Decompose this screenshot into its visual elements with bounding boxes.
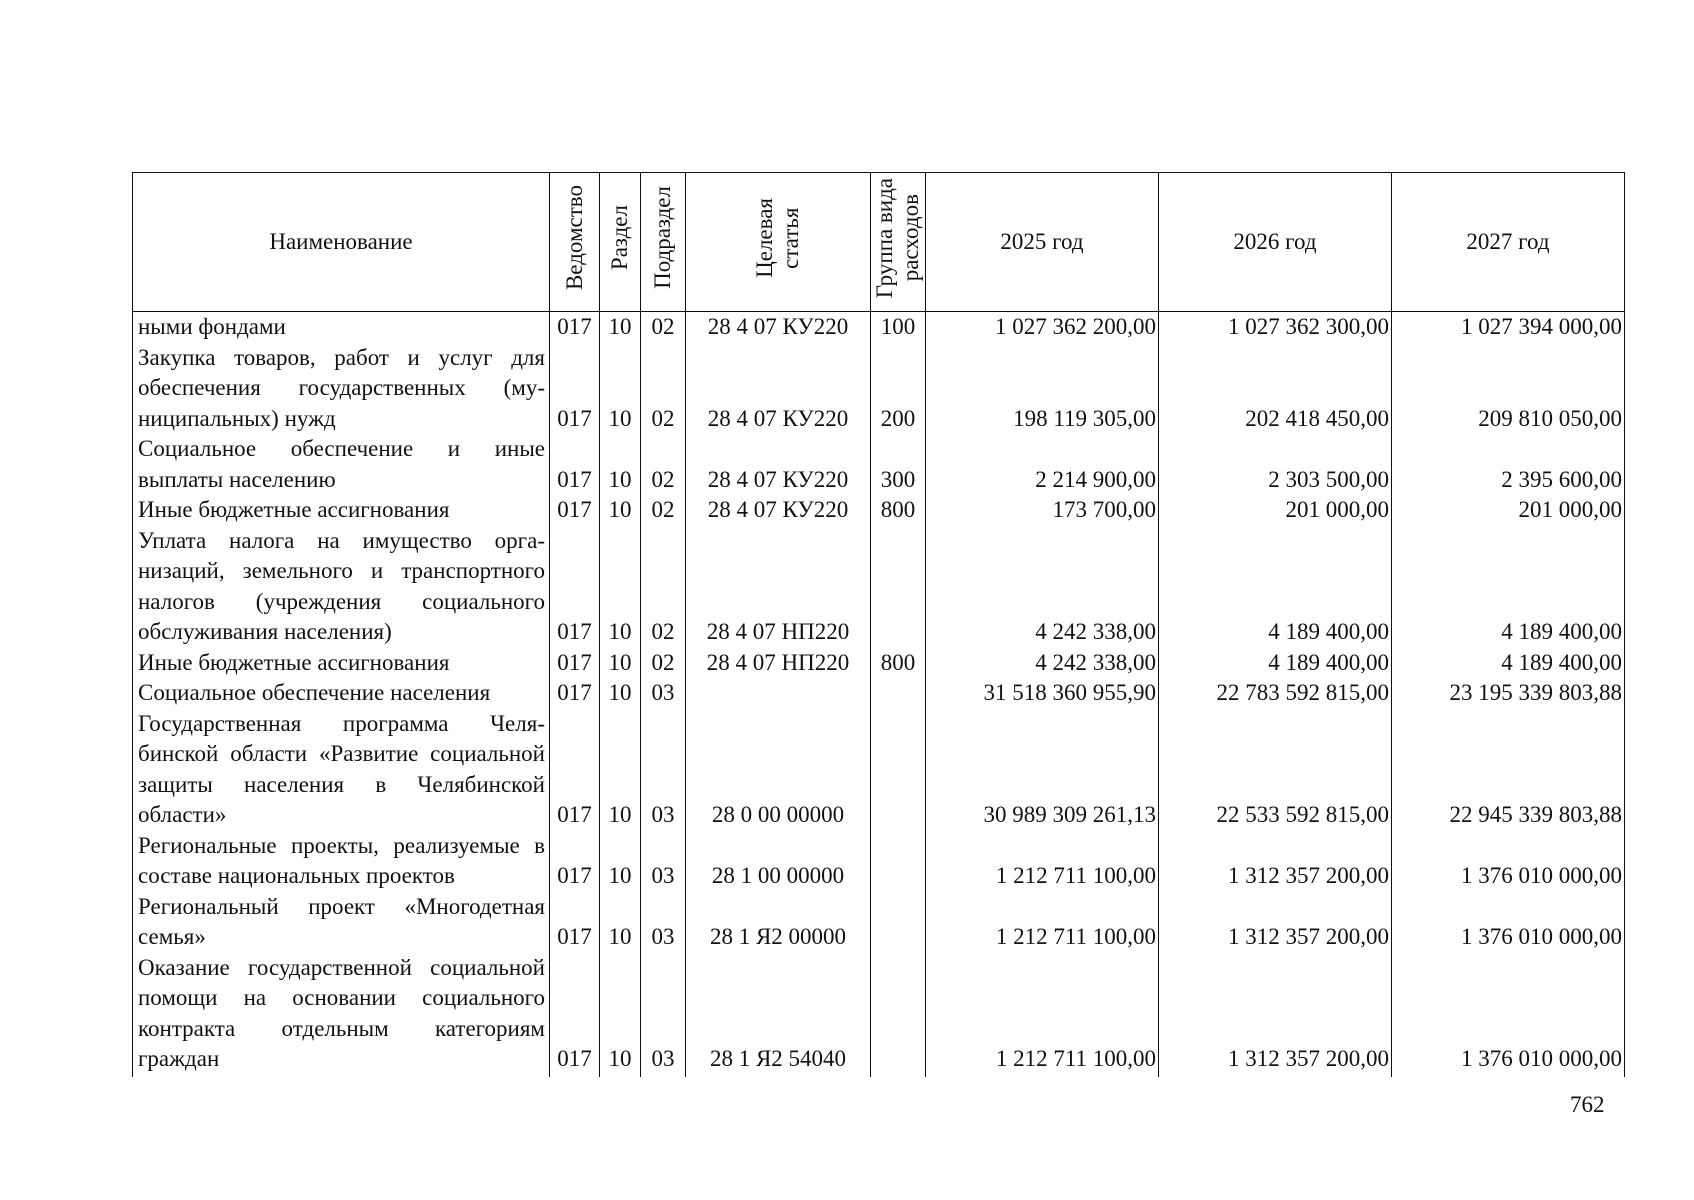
- row-year-2027-cell: 1 376 010 000,00: [1392, 892, 1625, 953]
- header-year-2025: 2025 год: [926, 173, 1159, 312]
- row-name-cell: Уплата налога на имущество организаций, земельного и транспортного налогов (учреждения социального обслуживания населения): [133, 526, 550, 648]
- row-year-2027-cell: 4 189 400,00: [1392, 648, 1625, 679]
- row-vedomstvo-cell: 017: [550, 312, 600, 343]
- row-celevaya-statya-cell: 28 1 Я2 54040: [686, 953, 871, 1077]
- row-razdel-cell: 10: [600, 892, 641, 953]
- row-year-2025-cell: 1 212 711 100,00: [926, 953, 1159, 1077]
- header-vedomstvo: Ведомство: [550, 173, 600, 312]
- budget-table: [132, 172, 1625, 1077]
- row-year-2025-cell: 1 027 362 200,00: [926, 312, 1159, 343]
- row-celevaya-statya-cell: 28 0 00 00000: [686, 709, 871, 831]
- table-row: [133, 678, 1625, 709]
- row-vedomstvo-cell: 017: [550, 343, 600, 435]
- row-vedomstvo-cell: 017: [550, 678, 600, 709]
- header-year-2027: 2027 год: [1392, 173, 1625, 312]
- row-celevaya-statya-cell: 28 1 Я2 00000: [686, 892, 871, 953]
- row-celevaya-statya-cell: 28 4 07 НП220: [686, 526, 871, 648]
- row-gruppa-vida-cell: [871, 953, 926, 1077]
- row-year-2027-cell: 2 395 600,00: [1392, 434, 1625, 495]
- row-podrazdel-cell: 03: [641, 678, 686, 709]
- row-year-2025-cell: 30 989 309 261,13: [926, 709, 1159, 831]
- row-razdel-cell: 10: [600, 526, 641, 648]
- table-row: [133, 709, 1625, 831]
- row-celevaya-statya-cell: 28 1 00 00000: [686, 831, 871, 892]
- table-body: [133, 312, 1625, 1077]
- row-year-2026-cell: 202 418 450,00: [1159, 343, 1392, 435]
- row-year-2025-cell: 4 242 338,00: [926, 648, 1159, 679]
- row-podrazdel-cell: 02: [641, 434, 686, 495]
- row-podrazdel-cell: 02: [641, 526, 686, 648]
- row-vedomstvo-cell: 017: [550, 892, 600, 953]
- row-year-2026-cell: 22 533 592 815,00: [1159, 709, 1392, 831]
- row-year-2027-cell: 209 810 050,00: [1392, 343, 1625, 435]
- row-gruppa-vida-cell: 300: [871, 434, 926, 495]
- header-gruppa-vida-rashodov: Группа вида расходов: [871, 173, 926, 312]
- row-year-2025-cell: 4 242 338,00: [926, 526, 1159, 648]
- row-razdel-cell: 10: [600, 678, 641, 709]
- table-row: [133, 434, 1625, 495]
- row-vedomstvo-cell: 017: [550, 709, 600, 831]
- row-name-cell: Закупка товаров, работ и услуг для обеспечения государственных (муниципальных) нужд: [133, 343, 550, 435]
- row-podrazdel-cell: 03: [641, 892, 686, 953]
- row-year-2025-cell: 2 214 900,00: [926, 434, 1159, 495]
- row-razdel-cell: 10: [600, 343, 641, 435]
- row-name-cell: Государственная программа Челябинской области «Развитие социальной защиты населения в Челябинской области»: [133, 709, 550, 831]
- row-year-2025-cell: 198 119 305,00: [926, 343, 1159, 435]
- row-year-2026-cell: 1 312 357 200,00: [1159, 892, 1392, 953]
- row-name-cell: Региональные проекты, реализуемые в составе национальных проектов: [133, 831, 550, 892]
- row-year-2027-cell: 201 000,00: [1392, 495, 1625, 526]
- row-razdel-cell: 10: [600, 831, 641, 892]
- row-year-2027-cell: 22 945 339 803,88: [1392, 709, 1625, 831]
- row-year-2026-cell: 4 189 400,00: [1159, 526, 1392, 648]
- row-year-2026-cell: 22 783 592 815,00: [1159, 678, 1392, 709]
- row-gruppa-vida-cell: 100: [871, 312, 926, 343]
- row-gruppa-vida-cell: [871, 892, 926, 953]
- header-podrazdel: Подраздел: [641, 173, 686, 312]
- row-year-2026-cell: 2 303 500,00: [1159, 434, 1392, 495]
- row-year-2025-cell: 1 212 711 100,00: [926, 831, 1159, 892]
- row-gruppa-vida-cell: [871, 678, 926, 709]
- row-gruppa-vida-cell: [871, 831, 926, 892]
- row-razdel-cell: 10: [600, 648, 641, 679]
- table-row: [133, 495, 1625, 526]
- row-razdel-cell: 10: [600, 312, 641, 343]
- row-name-cell: Иные бюджетные ассигнования: [133, 495, 550, 526]
- row-year-2026-cell: 201 000,00: [1159, 495, 1392, 526]
- row-name-cell: Оказание государственной социальной помощи на основании социального контракта отдельным категориям граждан: [133, 953, 550, 1077]
- row-vedomstvo-cell: 017: [550, 495, 600, 526]
- row-razdel-cell: 10: [600, 434, 641, 495]
- row-year-2027-cell: 1 027 394 000,00: [1392, 312, 1625, 343]
- table-row: [133, 648, 1625, 679]
- row-name-cell: Социальное обеспечение и иные выплаты населению: [133, 434, 550, 495]
- page-number: 762: [1570, 1092, 1605, 1117]
- row-gruppa-vida-cell: 200: [871, 343, 926, 435]
- row-vedomstvo-cell: 017: [550, 831, 600, 892]
- row-celevaya-statya-cell: 28 4 07 КУ220: [686, 312, 871, 343]
- row-razdel-cell: 10: [600, 953, 641, 1077]
- row-podrazdel-cell: 03: [641, 953, 686, 1077]
- row-year-2027-cell: 1 376 010 000,00: [1392, 953, 1625, 1077]
- row-year-2025-cell: 1 212 711 100,00: [926, 892, 1159, 953]
- table-header-row: [133, 173, 1625, 312]
- row-name-cell: Региональный проект «Многодетная семья»: [133, 892, 550, 953]
- row-year-2027-cell: 1 376 010 000,00: [1392, 831, 1625, 892]
- table-row: [133, 831, 1625, 892]
- row-vedomstvo-cell: 017: [550, 526, 600, 648]
- row-podrazdel-cell: 02: [641, 495, 686, 526]
- table-row: [133, 343, 1625, 435]
- row-year-2026-cell: 4 189 400,00: [1159, 648, 1392, 679]
- table-row: [133, 953, 1625, 1077]
- row-year-2026-cell: 1 312 357 200,00: [1159, 953, 1392, 1077]
- header-celevaya-statya: Целевая статья: [686, 173, 871, 312]
- row-year-2026-cell: 1 027 362 300,00: [1159, 312, 1392, 343]
- row-year-2026-cell: 1 312 357 200,00: [1159, 831, 1392, 892]
- header-year-2026: 2026 год: [1159, 173, 1392, 312]
- row-gruppa-vida-cell: 800: [871, 495, 926, 526]
- table-row: [133, 892, 1625, 953]
- row-podrazdel-cell: 02: [641, 312, 686, 343]
- row-name-cell: Социальное обеспечение населения: [133, 678, 550, 709]
- row-podrazdel-cell: 03: [641, 831, 686, 892]
- row-celevaya-statya-cell: 28 4 07 КУ220: [686, 495, 871, 526]
- header-razdel: Раздел: [600, 173, 641, 312]
- row-razdel-cell: 10: [600, 495, 641, 526]
- row-celevaya-statya-cell: 28 4 07 КУ220: [686, 343, 871, 435]
- row-podrazdel-cell: 03: [641, 709, 686, 831]
- row-vedomstvo-cell: 017: [550, 434, 600, 495]
- row-name-cell: ными фондами: [133, 312, 550, 343]
- table-row: [133, 312, 1625, 343]
- row-celevaya-statya-cell: [686, 678, 871, 709]
- row-razdel-cell: 10: [600, 709, 641, 831]
- row-year-2025-cell: 173 700,00: [926, 495, 1159, 526]
- row-year-2027-cell: 23 195 339 803,88: [1392, 678, 1625, 709]
- row-year-2027-cell: 4 189 400,00: [1392, 526, 1625, 648]
- row-celevaya-statya-cell: 28 4 07 НП220: [686, 648, 871, 679]
- row-year-2025-cell: 31 518 360 955,90: [926, 678, 1159, 709]
- row-podrazdel-cell: 02: [641, 648, 686, 679]
- row-name-cell: Иные бюджетные ассигнования: [133, 648, 550, 679]
- row-vedomstvo-cell: 017: [550, 953, 600, 1077]
- table-row: [133, 526, 1625, 648]
- row-celevaya-statya-cell: 28 4 07 КУ220: [686, 434, 871, 495]
- row-gruppa-vida-cell: [871, 526, 926, 648]
- row-gruppa-vida-cell: [871, 709, 926, 831]
- row-vedomstvo-cell: 017: [550, 648, 600, 679]
- header-name: Наименование: [133, 173, 550, 312]
- row-podrazdel-cell: 02: [641, 343, 686, 435]
- row-gruppa-vida-cell: 800: [871, 648, 926, 679]
